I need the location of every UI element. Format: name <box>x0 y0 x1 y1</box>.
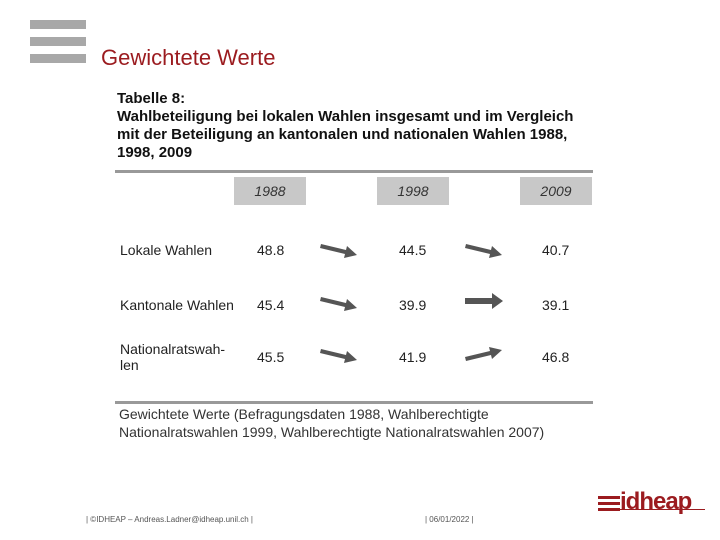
table-heading <box>117 90 597 162</box>
table-note: Gewichtete Werte (Befragungsdaten 1988, Wahlberechtigte Nationalratswahlen 1999, Wahlberechtigte Nationalratswahlen 2007) <box>119 406 545 440</box>
table-cell: 40.7 <box>542 242 570 258</box>
decor-bar <box>30 20 86 29</box>
table-cell: 45.5 <box>257 349 285 365</box>
trend-up-arrow-icon <box>465 346 503 364</box>
table-top-rule <box>115 170 593 173</box>
footer-copyright: | ©IDHEAP – Andreas.Ladner@idheap.unil.ch | <box>86 515 254 524</box>
year-header-1988: 1988 <box>234 177 306 205</box>
table-caption: Wahlbeteiligung bei lokalen Wahlen insgesamt und im Vergleich mit der Beteiligung an kantonalen und nationalen Wahlen 1988, 1998, 2009 <box>117 108 574 161</box>
logo-lines-icon <box>598 496 620 514</box>
table-cell: 39.1 <box>542 297 570 313</box>
year-header-2009: 2009 <box>520 177 592 205</box>
trend-down-arrow-icon <box>320 346 358 364</box>
row-label-lokale: Lokale Wahlen <box>120 242 213 258</box>
year-header-1998: 1998 <box>377 177 449 205</box>
trend-down-arrow-icon <box>465 241 503 259</box>
table-cell: 41.9 <box>399 349 427 365</box>
table-cell: 45.4 <box>257 297 285 313</box>
logo-text: idheap <box>620 488 692 515</box>
table-cell: 48.8 <box>257 242 285 258</box>
table-label: Tabelle 8: <box>117 90 186 107</box>
row-label-kantonale: Kantonale Wahlen <box>120 297 234 313</box>
table-cell: 44.5 <box>399 242 427 258</box>
idheap-logo <box>598 488 692 520</box>
decor-bar <box>30 37 86 46</box>
trend-flat-arrow-icon <box>465 292 503 310</box>
table-cell: 39.9 <box>399 297 427 313</box>
table-cell: 46.8 <box>542 349 570 365</box>
slide-title: Gewichtete Werte <box>101 45 276 70</box>
decorative-bars <box>30 20 86 71</box>
decor-bar <box>30 54 86 63</box>
trend-down-arrow-icon <box>320 294 358 312</box>
footer-date: | 06/01/2022 | <box>425 515 474 524</box>
row-label-national: Nationalratswah-len <box>120 341 226 373</box>
table-bottom-rule <box>115 401 593 404</box>
trend-down-arrow-icon <box>320 241 358 259</box>
